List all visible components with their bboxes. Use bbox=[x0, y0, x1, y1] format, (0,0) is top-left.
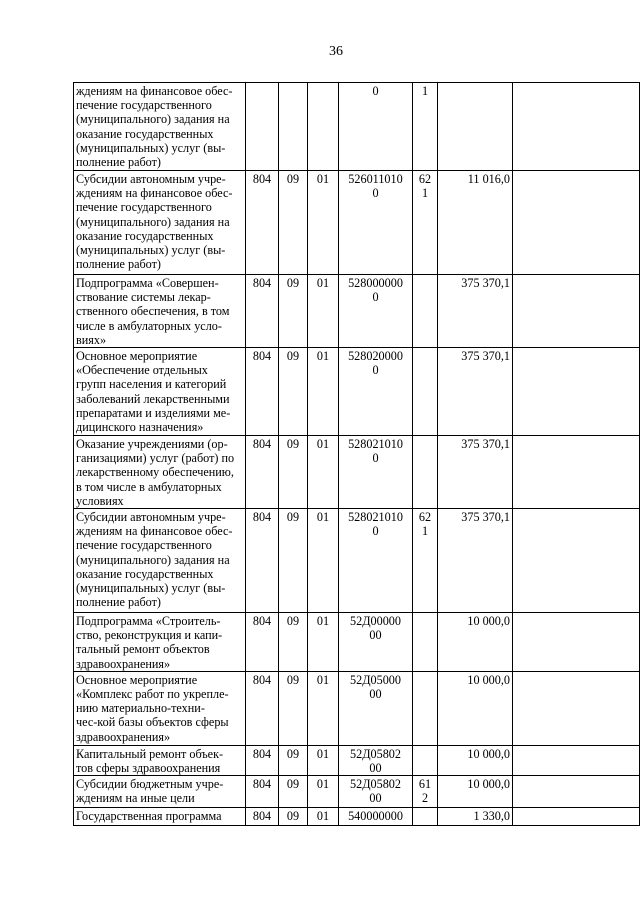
subsection-code-cell: 01 bbox=[308, 171, 339, 275]
extra-cell bbox=[513, 613, 640, 672]
extra-cell bbox=[513, 83, 640, 171]
item-name-line: препаратами и изделиями ме- bbox=[76, 405, 231, 420]
table-body bbox=[74, 83, 640, 826]
extra-cell bbox=[513, 808, 640, 826]
extra-cell bbox=[513, 275, 640, 348]
section-code-cell: 09 bbox=[279, 745, 308, 775]
amount-cell: 375 370,1 bbox=[438, 509, 513, 613]
target-article-cell bbox=[339, 613, 413, 672]
target-article-line: 528021010 bbox=[348, 437, 403, 452]
target-article-line: 0 bbox=[372, 186, 379, 201]
table-row bbox=[74, 436, 640, 509]
item-name-line: печение государственного bbox=[76, 200, 212, 215]
item-name-line: здравоохранения» bbox=[76, 729, 171, 744]
item-name-line: (муниципальных) услуг (вы- bbox=[76, 243, 226, 258]
item-name-cell bbox=[74, 436, 246, 509]
expense-type-line: 1 bbox=[421, 186, 429, 201]
target-article-line: 52Д05802 bbox=[350, 777, 401, 792]
item-name-cell bbox=[74, 348, 246, 436]
target-article-cell bbox=[339, 776, 413, 808]
expense-type-line: 62 bbox=[418, 510, 432, 525]
table-row bbox=[74, 83, 640, 171]
section-code-cell: 09 bbox=[279, 671, 308, 745]
target-article-line: 00 bbox=[369, 791, 382, 806]
amount-cell: 11 016,0 bbox=[438, 171, 513, 275]
target-article-line: 00 bbox=[369, 687, 382, 702]
page-number: 36 bbox=[329, 44, 343, 59]
amount-cell bbox=[438, 83, 513, 171]
item-name-line: условиях bbox=[76, 493, 124, 508]
target-article-cell bbox=[339, 275, 413, 348]
ved-code-cell: 804 bbox=[246, 613, 279, 672]
target-article-cell bbox=[339, 171, 413, 275]
item-name-line: ганизациями) услуг (работ) по bbox=[76, 451, 235, 466]
ved-code-cell: 804 bbox=[246, 275, 279, 348]
item-name-line: ствование системы лекар- bbox=[76, 290, 211, 305]
item-name-line: Подпрограмма «Строитель- bbox=[76, 614, 221, 629]
item-name-line: оказание государственных bbox=[76, 228, 214, 243]
item-name-line: полнение работ) bbox=[76, 257, 161, 272]
table-row bbox=[74, 509, 640, 613]
target-article-line: 0 bbox=[372, 451, 379, 466]
target-article-line: 528020000 bbox=[348, 349, 403, 364]
ved-code-cell: 804 bbox=[246, 808, 279, 826]
amount-cell: 10 000,0 bbox=[438, 671, 513, 745]
expense-type-line: 1 bbox=[421, 84, 429, 98]
item-name-line: Субсидии бюджетным учре- bbox=[76, 777, 224, 792]
item-name-line: ждениям на финансовое обес- bbox=[76, 524, 233, 539]
expense-type-cell bbox=[413, 509, 438, 613]
item-name-line: полнение работ) bbox=[76, 155, 161, 170]
item-name-line: заболеваний лекарственными bbox=[76, 391, 230, 406]
section-code-cell: 09 bbox=[279, 171, 308, 275]
subsection-code-cell: 01 bbox=[308, 671, 339, 745]
expense-type-cell bbox=[413, 808, 438, 826]
expense-type-cell bbox=[413, 776, 438, 808]
item-name-line: Основное мероприятие bbox=[76, 672, 198, 687]
amount-cell: 375 370,1 bbox=[438, 436, 513, 509]
item-name-line: ство, реконструкция и капи- bbox=[76, 628, 223, 643]
item-name-line: ждениям на финансовое обес- bbox=[76, 186, 233, 201]
expense-type-line: 1 bbox=[421, 524, 429, 539]
item-name-line: (муниципальных) услуг (вы- bbox=[76, 581, 226, 596]
section-code-cell: 09 bbox=[279, 436, 308, 509]
extra-cell bbox=[513, 348, 640, 436]
subsection-code-cell: 01 bbox=[308, 745, 339, 775]
ved-code-cell: 804 bbox=[246, 745, 279, 775]
section-code-cell: 09 bbox=[279, 275, 308, 348]
item-name-line: лекарственному обеспечению, bbox=[76, 465, 234, 480]
item-name-line: виях» bbox=[76, 332, 107, 347]
item-name-line: Основное мероприятие bbox=[76, 349, 198, 364]
subsection-code-cell: 01 bbox=[308, 776, 339, 808]
ved-code-cell bbox=[246, 83, 279, 171]
expense-type-cell bbox=[413, 671, 438, 745]
expense-type-cell bbox=[413, 348, 438, 436]
table-row bbox=[74, 613, 640, 672]
item-name-line: (муниципального) задания на bbox=[76, 214, 230, 229]
amount-cell: 375 370,1 bbox=[438, 275, 513, 348]
target-article-line: 52Д00000 bbox=[350, 614, 401, 629]
target-article-line: 0 bbox=[372, 290, 379, 305]
target-article-line: 52Д05802 bbox=[350, 746, 401, 761]
item-name-line: дицинского назначения» bbox=[76, 420, 204, 435]
target-article-cell bbox=[339, 745, 413, 775]
table-row bbox=[74, 776, 640, 808]
subsection-code-cell: 01 bbox=[308, 348, 339, 436]
item-name-line: оказание государственных bbox=[76, 566, 214, 581]
item-name-line: здравоохранения» bbox=[76, 656, 171, 671]
extra-cell bbox=[513, 745, 640, 775]
item-name-cell bbox=[74, 745, 246, 775]
item-name-line: печение государственного bbox=[76, 98, 212, 113]
subsection-code-cell: 01 bbox=[308, 436, 339, 509]
subsection-code-cell: 01 bbox=[308, 613, 339, 672]
item-name-cell bbox=[74, 171, 246, 275]
item-name-line: Подпрограмма «Совершен- bbox=[76, 276, 219, 290]
item-name-line: числе в амбулаторных усло- bbox=[76, 318, 222, 333]
item-name-cell bbox=[74, 275, 246, 348]
item-name-cell bbox=[74, 671, 246, 745]
target-article-line: 540000000 bbox=[348, 809, 403, 824]
ved-code-cell: 804 bbox=[246, 171, 279, 275]
target-article-cell bbox=[339, 83, 413, 171]
section-code-cell: 09 bbox=[279, 348, 308, 436]
target-article-line: 528021010 bbox=[348, 510, 403, 525]
item-name-line: в том числе в амбулаторных bbox=[76, 479, 222, 494]
target-article-cell bbox=[339, 348, 413, 436]
item-name-line: Оказание учреждениями (ор- bbox=[76, 437, 228, 452]
subsection-code-cell bbox=[308, 83, 339, 171]
amount-cell: 10 000,0 bbox=[438, 745, 513, 775]
item-name-line: Субсидии автономным учре- bbox=[76, 510, 226, 525]
target-article-cell bbox=[339, 509, 413, 613]
extra-cell bbox=[513, 509, 640, 613]
item-name-line: ждениям на финансовое обес- bbox=[76, 84, 233, 98]
extra-cell bbox=[513, 436, 640, 509]
amount-cell: 375 370,1 bbox=[438, 348, 513, 436]
item-name-line: полнение работ) bbox=[76, 595, 161, 610]
item-name-line: «Обеспечение отдельных bbox=[76, 363, 208, 378]
item-name-line: «Комплекс работ по укрепле- bbox=[76, 687, 229, 702]
item-name-cell bbox=[74, 776, 246, 808]
item-name-line: тальный ремонт объектов bbox=[76, 642, 210, 657]
target-article-cell bbox=[339, 671, 413, 745]
target-article-line: 0 bbox=[372, 524, 379, 539]
extra-cell bbox=[513, 671, 640, 745]
ved-code-cell: 804 bbox=[246, 776, 279, 808]
target-article-line: 0 bbox=[372, 363, 379, 378]
item-name-line: тов сферы здравоохранения bbox=[76, 761, 221, 776]
item-name-cell bbox=[74, 83, 246, 171]
expense-type-line: 61 bbox=[418, 777, 432, 792]
expense-type-cell bbox=[413, 83, 438, 171]
item-name-cell bbox=[74, 808, 246, 826]
target-article-cell bbox=[339, 436, 413, 509]
ved-code-cell: 804 bbox=[246, 436, 279, 509]
table-row bbox=[74, 671, 640, 745]
amount-cell: 10 000,0 bbox=[438, 776, 513, 808]
subsection-code-cell: 01 bbox=[308, 808, 339, 826]
section-code-cell: 09 bbox=[279, 808, 308, 826]
item-name-line: Государственная программа bbox=[76, 809, 222, 824]
target-article-line: 00 bbox=[369, 761, 382, 776]
item-name-line: групп населения и категорий bbox=[76, 377, 227, 392]
item-name-line: нию материально-техни- bbox=[76, 701, 205, 716]
table-row bbox=[74, 808, 640, 826]
target-article-line: 52Д05000 bbox=[350, 672, 401, 687]
item-name-line: Субсидии автономным учре- bbox=[76, 172, 226, 186]
target-article-cell bbox=[339, 808, 413, 826]
amount-cell: 1 330,0 bbox=[438, 808, 513, 826]
expense-type-cell bbox=[413, 436, 438, 509]
section-code-cell bbox=[279, 83, 308, 171]
section-code-cell: 09 bbox=[279, 613, 308, 672]
section-code-cell: 09 bbox=[279, 776, 308, 808]
subsection-code-cell: 01 bbox=[308, 275, 339, 348]
section-code-cell: 09 bbox=[279, 509, 308, 613]
expense-type-cell bbox=[413, 275, 438, 348]
table-row bbox=[74, 348, 640, 436]
ved-code-cell: 804 bbox=[246, 671, 279, 745]
ved-code-cell: 804 bbox=[246, 509, 279, 613]
item-name-line: Капитальный ремонт объек- bbox=[76, 746, 224, 761]
item-name-line: чес-кой базы объектов сферы bbox=[76, 715, 229, 730]
expense-type-cell bbox=[413, 745, 438, 775]
target-article-line: 00 bbox=[369, 628, 382, 643]
extra-cell bbox=[513, 776, 640, 808]
item-name-line: оказание государственных bbox=[76, 126, 214, 141]
item-name-cell bbox=[74, 509, 246, 613]
amount-cell: 10 000,0 bbox=[438, 613, 513, 672]
table-row bbox=[74, 171, 640, 275]
item-name-line: ственного обеспечения, в том bbox=[76, 304, 230, 319]
expense-type-line: 62 bbox=[418, 172, 432, 186]
subsection-code-cell: 01 bbox=[308, 509, 339, 613]
expense-type-cell bbox=[413, 613, 438, 672]
target-article-line: 0 bbox=[372, 84, 379, 98]
expense-type-line: 2 bbox=[421, 791, 429, 806]
item-name-line: (муниципального) задания на bbox=[76, 552, 230, 567]
item-name-line: (муниципального) задания на bbox=[76, 112, 230, 127]
item-name-line: печение государственного bbox=[76, 538, 212, 553]
extra-cell bbox=[513, 171, 640, 275]
budget-table bbox=[73, 82, 640, 826]
expense-type-cell bbox=[413, 171, 438, 275]
item-name-cell bbox=[74, 613, 246, 672]
ved-code-cell: 804 bbox=[246, 348, 279, 436]
target-article-line: 528000000 bbox=[348, 276, 403, 290]
table-row bbox=[74, 275, 640, 348]
item-name-line: (муниципальных) услуг (вы- bbox=[76, 140, 226, 155]
item-name-line: ждениям на иные цели bbox=[76, 791, 195, 806]
table-row bbox=[74, 745, 640, 775]
target-article-line: 526011010 bbox=[348, 172, 403, 186]
